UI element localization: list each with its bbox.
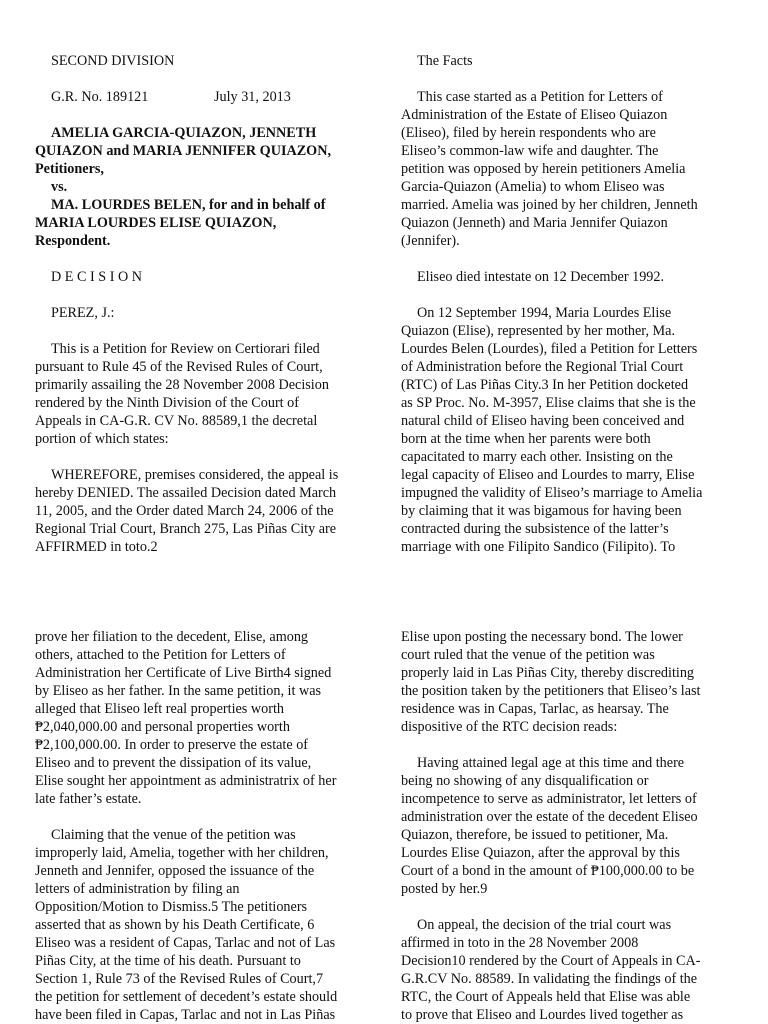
left-column-page-2 xyxy=(35,628,375,1024)
facts-heading: The Facts xyxy=(417,53,473,69)
paragraph: On appeal, the decision of the trial court was affirmed in toto in the 28 November 2008 Decision10 rendered by the Court of Appeals in CA- G.R.CV No. 88589. In validating the findings of the RTC, the Court of Appeals held that Elise was able to prove that Eliseo and Lourdes lived together as xyxy=(401,917,701,1023)
paragraph: prove her filiation to the decedent, Elise, among others, attached to the Petition for Letters of Administration her Certificate of Live Birth4 signed by Eliseo as her father. In the same petition, it was alleged that Eliseo left real properties worth ₱2,040,000.00 and personal properties worth ₱2,100,000.00. In order to preserve the estate of Eliseo and to prevent the dissipation of its value, Elise sought her appointment as administratrix of her late father’s estate. xyxy=(35,629,337,807)
paragraph: On 12 September 1994, Maria Lourdes Elise Quiazon (Elise), represented by her mother, Ma. Lourdes Belen (Lourdes), filed a Petition for Letters of Administration before the Regional Trial Court (RTC) of Las Piñas City.3 In her Petition docketed as SP Proc. No. M-3957, Elise claims that she is the natural child of Eliseo having been conceived and born at the time when her parents were both capacitated to marry each other. Insisting on the legal capacity of Eliseo and Lourdes to marry, Elise impugned the validity of Eliseo’s marriage to Amelia by claiming that it was bigamous for having been contracted during the subsistence of the latter’s marriage with one Filipito Sandico (Filipito). To xyxy=(401,305,703,555)
left-column-page-1 xyxy=(35,52,375,556)
paragraph: This case started as a Petition for Letters of Administration of the Estate of Eliseo Quiazon (Eliseo), filed by herein respondents who are Eliseo’s common-law wife and daughter. The petition was opposed by herein petitioners Amelia Garcia-Quiazon (Amelia) to whom Eliseo was married. Amelia was joined by her children, Jenneth Quiazon (Jenneth) and Maria Jennifer Quiazon (Jennifer). xyxy=(401,89,698,249)
decision-title: D E C I S I O N xyxy=(51,269,143,285)
paragraph: Eliseo died intestate on 12 December 1992. xyxy=(417,269,665,285)
page-gap xyxy=(0,602,768,626)
respondent-block: MA. LOURDES BELEN, for and in behalf of MARIA LOURDES ELISE QUIAZON, Respondent. xyxy=(35,197,326,249)
petitioners-block: AMELIA GARCIA-QUIAZON, JENNETH QUIAZON and MARIA JENNIFER QUIAZON, Petitioners, xyxy=(35,125,332,177)
quoted-rtc-decision: Having attained legal age at this time and there being no showing of any disqualification or incompetence to serve as administrator, let letters of administration over the estate of the decedent Eliseo Quiazon, therefore, be issued to petitioner, Ma. Lourdes Elise Quiazon, after the approval by this Court of a bond in the amount of ₱100,000.00 to be posted by her.9 xyxy=(401,755,698,897)
versus-label: vs. xyxy=(51,179,68,195)
right-column-page-1 xyxy=(401,52,737,556)
paragraph: Elise upon posting the necessary bond. The lower court ruled that the venue of the petition was properly laid in Las Piñas City, thereby discrediting the position taken by the petitioners that Eliseo’s last residence was in Capas, Tarlac, as hearsay. The dispositive of the RTC decision reads: xyxy=(401,629,701,735)
paragraph: This is a Petition for Review on Certiorari filed pursuant to Rule 45 of the Revised Rules of Court, primarily assailing the 28 November 2008 Decision rendered by the Ninth Division of the Court of Appeals in CA-G.R. CV No. 88589,1 the decretal portion of which states: xyxy=(35,341,329,447)
case-number-line xyxy=(35,88,375,106)
gr-number: G.R. No. 189121 xyxy=(51,89,149,105)
quoted-dispositive: WHEREFORE, premises considered, the appeal is hereby DENIED. The assailed Decision dated March 11, 2005, and the Order dated March 24, 2006 of the Regional Trial Court, Branch 275, Las Piñas City are AFFIRMED in toto.2 xyxy=(35,467,339,555)
decision-date: July 31, 2013 xyxy=(214,89,291,105)
paragraph: Claiming that the venue of the petition was improperly laid, Amelia, together with her children, Jenneth and Jennifer, opposed the issuance of the letters of administration by filing an Opposition/Motion to Dismiss.5 The petitioners asserted that as shown by his Death Certificate, 6 Eliseo was a resident of Capas, Tarlac and not of Las Piñas City, at the time of his death. Pursuant to Section 1, Rule 73 of the Revised Rules of Court,7 the petition for settlement of decedent’s estate should have been filed in Capas, Tarlac and not in Las Piñas xyxy=(35,827,338,1023)
right-column-page-2 xyxy=(401,628,737,1024)
division-heading: SECOND DIVISION xyxy=(51,53,175,69)
ponente: PEREZ, J.: xyxy=(51,305,115,321)
